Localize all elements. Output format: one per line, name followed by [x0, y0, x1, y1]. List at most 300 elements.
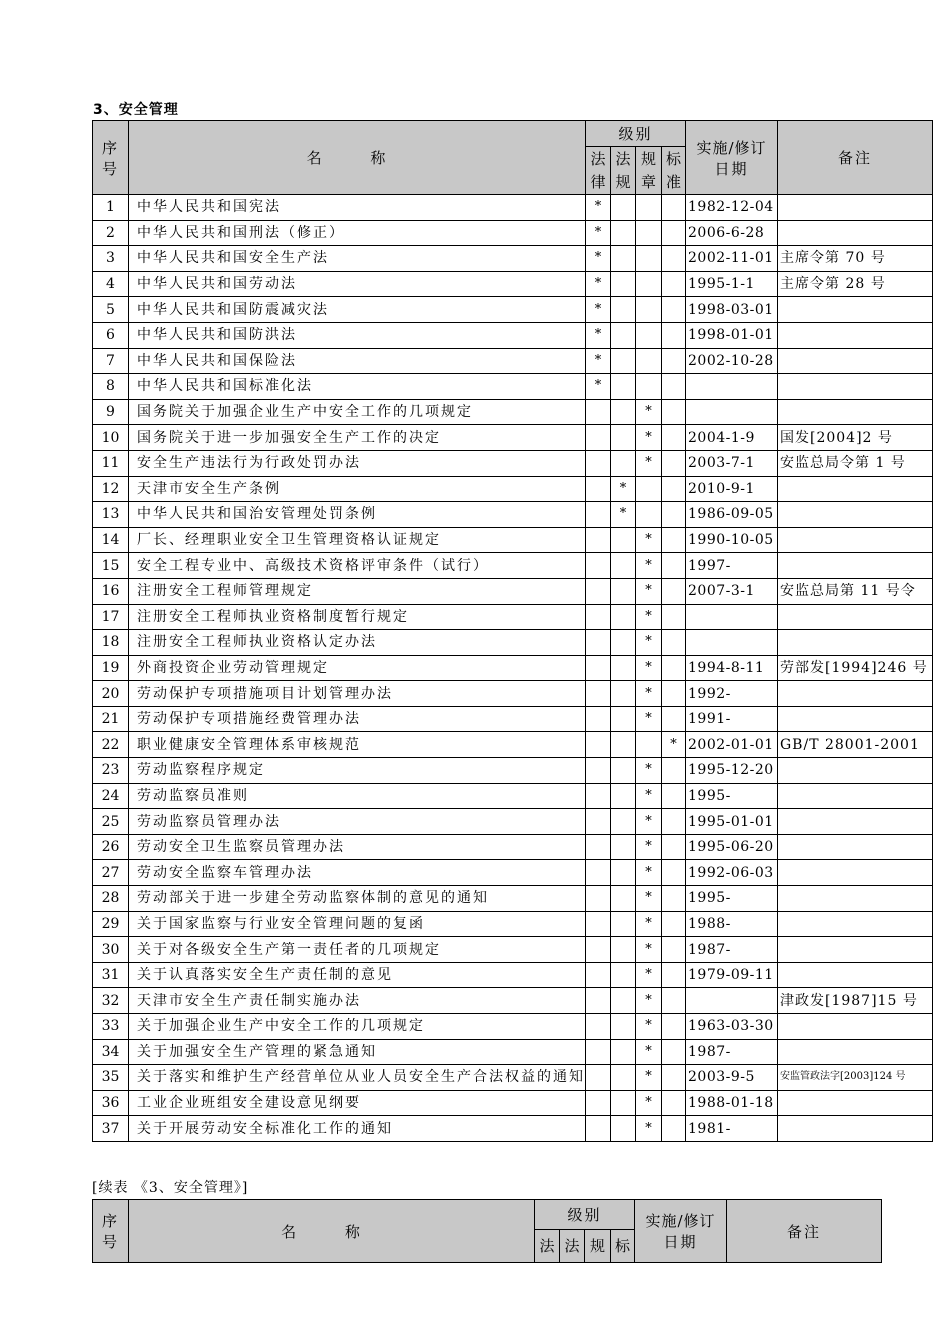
level-standard-cell	[662, 988, 686, 1014]
table-row	[93, 860, 933, 886]
header-date-line2: 日期	[714, 159, 749, 178]
row-date: 1995-06-20	[686, 834, 778, 860]
row-note	[778, 1090, 933, 1116]
row-date: 1988-	[686, 911, 778, 937]
level-rule-cell	[636, 195, 662, 221]
level-rule-cell: *	[636, 1039, 662, 1065]
row-number: 15	[93, 553, 129, 579]
header2-level-rule: 规	[585, 1230, 611, 1263]
header2-level-standard: 标	[611, 1230, 635, 1263]
level-law-cell	[586, 527, 611, 553]
row-date: 1995-	[686, 886, 778, 912]
header-seq-line1: 序	[101, 138, 119, 157]
level-law-cell	[586, 732, 611, 758]
level-standard-cell	[662, 246, 686, 272]
level-standard-cell	[662, 860, 686, 886]
row-number: 25	[93, 809, 129, 835]
row-number: 29	[93, 911, 129, 937]
level-regulation-cell	[611, 758, 636, 784]
row-number: 33	[93, 1014, 129, 1040]
header2-level-law: 法	[535, 1230, 560, 1263]
level-regulation-cell	[611, 1039, 636, 1065]
row-number: 11	[93, 450, 129, 476]
row-note	[778, 834, 933, 860]
row-date: 2002-01-01	[686, 732, 778, 758]
level-law-cell: *	[586, 246, 611, 272]
level-standard-cell	[662, 1014, 686, 1040]
level-rule-cell: *	[636, 834, 662, 860]
header-level-rule	[636, 147, 662, 195]
row-number: 27	[93, 860, 129, 886]
level-standard-cell	[662, 399, 686, 425]
row-number: 24	[93, 783, 129, 809]
level-law-cell	[586, 450, 611, 476]
row-note: 劳部发[1994]246 号	[778, 655, 933, 681]
row-note: 主席令第 28 号	[778, 271, 933, 297]
level-rule-cell: *	[636, 578, 662, 604]
table-row	[93, 527, 933, 553]
row-note	[778, 220, 933, 246]
header-seq-line2: 号	[101, 159, 119, 178]
level-standard-cell	[662, 681, 686, 707]
level-rule-cell: *	[636, 425, 662, 451]
row-date: 1995-12-20	[686, 758, 778, 784]
level-standard-cell	[662, 425, 686, 451]
row-note	[778, 911, 933, 937]
row-number: 28	[93, 886, 129, 912]
row-number: 16	[93, 578, 129, 604]
level-law-cell	[586, 681, 611, 707]
level-standard-cell	[662, 937, 686, 963]
level-regulation-cell	[611, 271, 636, 297]
level-regulation-cell	[611, 322, 636, 348]
level-standard-cell	[662, 1090, 686, 1116]
level-law-cell	[586, 630, 611, 656]
table-row	[93, 962, 933, 988]
level-standard-cell	[662, 578, 686, 604]
level-rule-cell	[636, 220, 662, 246]
header-level-standard	[662, 147, 686, 195]
row-date: 1995-01-01	[686, 809, 778, 835]
row-name: 天津市安全生产条例	[129, 476, 586, 502]
header-name: 名 称	[129, 121, 586, 195]
header2-note: 备注	[727, 1200, 882, 1263]
header2-date	[635, 1200, 727, 1263]
level-standard-cell: *	[662, 732, 686, 758]
level-standard-cell	[662, 195, 686, 221]
row-name: 中华人民共和国宪法	[129, 195, 586, 221]
level-rule-cell	[636, 476, 662, 502]
level-rule-cell	[636, 732, 662, 758]
table-row	[93, 399, 933, 425]
row-date	[686, 604, 778, 630]
level-rule-cell: *	[636, 962, 662, 988]
row-date: 1986-09-05	[686, 502, 778, 528]
level-law-cell	[586, 860, 611, 886]
level-standard-cell	[662, 809, 686, 835]
row-number: 5	[93, 297, 129, 323]
row-date: 1987-	[686, 1039, 778, 1065]
level-rule-cell: *	[636, 1014, 662, 1040]
row-name: 天津市安全生产责任制实施办法	[129, 988, 586, 1014]
row-note: 国发[2004]2 号	[778, 425, 933, 451]
level-regulation-cell	[611, 527, 636, 553]
header-level-law	[586, 147, 611, 195]
row-name: 外商投资企业劳动管理规定	[129, 655, 586, 681]
level-law-cell	[586, 962, 611, 988]
row-date	[686, 374, 778, 400]
table-row	[93, 450, 933, 476]
row-number: 23	[93, 758, 129, 784]
table-row	[93, 886, 933, 912]
level-standard-cell	[662, 886, 686, 912]
table-body	[93, 195, 933, 1142]
row-date: 1992-06-03	[686, 860, 778, 886]
table-row	[93, 937, 933, 963]
table-row	[93, 783, 933, 809]
header2-level-regulation: 法	[560, 1230, 585, 1263]
row-date: 1991-	[686, 706, 778, 732]
level-law-cell	[586, 1039, 611, 1065]
row-date: 2004-1-9	[686, 425, 778, 451]
level-law-cell	[586, 1090, 611, 1116]
row-date: 1988-01-18	[686, 1090, 778, 1116]
level-standard-cell	[662, 962, 686, 988]
level-law-cell	[586, 655, 611, 681]
regulations-table	[92, 120, 933, 1142]
level-regulation-cell	[611, 962, 636, 988]
level-law-cell	[586, 809, 611, 835]
level-standard-cell	[662, 655, 686, 681]
row-name: 劳动安全卫生监察员管理办法	[129, 834, 586, 860]
level-law-cell	[586, 578, 611, 604]
level-standard-cell	[662, 706, 686, 732]
level-standard-cell	[662, 1116, 686, 1142]
row-name: 劳动监察员准则	[129, 783, 586, 809]
level-law-cell	[586, 783, 611, 809]
level-standard-cell	[662, 271, 686, 297]
row-number: 14	[93, 527, 129, 553]
level-law-cell: *	[586, 374, 611, 400]
table-row	[93, 604, 933, 630]
header-note: 备注	[778, 121, 933, 195]
table-row	[93, 1065, 933, 1091]
table-row	[93, 195, 933, 221]
table-row	[93, 374, 933, 400]
table-header	[93, 121, 933, 195]
row-number: 9	[93, 399, 129, 425]
level-rule-cell: *	[636, 604, 662, 630]
row-note	[778, 1039, 933, 1065]
level-regulation-cell: *	[611, 476, 636, 502]
level-standard-cell	[662, 911, 686, 937]
table-row	[93, 297, 933, 323]
row-note	[778, 758, 933, 784]
row-note	[778, 809, 933, 835]
row-date: 2002-11-01	[686, 246, 778, 272]
level-regulation-cell	[611, 246, 636, 272]
level-rule-cell	[636, 502, 662, 528]
row-note: 安监总局第 11 号令	[778, 578, 933, 604]
level-law-cell	[586, 1116, 611, 1142]
row-date	[686, 399, 778, 425]
header2-date-line1: 实施/修订	[645, 1212, 716, 1230]
level-rule-cell: *	[636, 399, 662, 425]
level-regulation-cell	[611, 553, 636, 579]
level-standard-cell	[662, 476, 686, 502]
level-rule-cell: *	[636, 758, 662, 784]
row-note	[778, 348, 933, 374]
level-regulation-cell	[611, 706, 636, 732]
row-note	[778, 502, 933, 528]
level-law-cell	[586, 988, 611, 1014]
row-number: 26	[93, 834, 129, 860]
level-rule-cell: *	[636, 886, 662, 912]
row-note	[778, 783, 933, 809]
row-note	[778, 553, 933, 579]
table-row	[93, 502, 933, 528]
level-regulation-cell	[611, 937, 636, 963]
level-regulation-cell	[611, 1065, 636, 1091]
row-name: 劳动安全监察车管理办法	[129, 860, 586, 886]
level-rule-cell: *	[636, 630, 662, 656]
row-number: 12	[93, 476, 129, 502]
level-rule-cell: *	[636, 1090, 662, 1116]
row-number: 3	[93, 246, 129, 272]
row-note	[778, 399, 933, 425]
level-standard-cell	[662, 604, 686, 630]
level-law-cell	[586, 502, 611, 528]
row-number: 17	[93, 604, 129, 630]
table-row	[93, 425, 933, 451]
level-regulation-cell	[611, 425, 636, 451]
level-law-cell	[586, 399, 611, 425]
level-regulation-cell	[611, 399, 636, 425]
row-name: 中华人民共和国标准化法	[129, 374, 586, 400]
row-date	[686, 630, 778, 656]
level-regulation-cell	[611, 604, 636, 630]
level-regulation-cell	[611, 655, 636, 681]
level-rule-cell	[636, 271, 662, 297]
level-regulation-cell	[611, 911, 636, 937]
table-row	[93, 476, 933, 502]
row-name: 厂长、经理职业安全卫生管理资格认证规定	[129, 527, 586, 553]
level-regulation-cell	[611, 348, 636, 374]
level-law-cell	[586, 553, 611, 579]
row-note: GB/T 28001-2001	[778, 732, 933, 758]
continuation-title: [续表 《3、安全管理》]	[92, 1180, 249, 1196]
level-rule-cell: *	[636, 681, 662, 707]
level-regulation-cell	[611, 1014, 636, 1040]
continuation-table	[92, 1199, 882, 1263]
level-standard-cell	[662, 322, 686, 348]
row-note	[778, 937, 933, 963]
table-row	[93, 834, 933, 860]
level-regulation-cell	[611, 1116, 636, 1142]
row-note	[778, 297, 933, 323]
table-row	[93, 809, 933, 835]
table-row	[93, 681, 933, 707]
header-date	[686, 121, 778, 195]
table-row	[93, 322, 933, 348]
row-date	[686, 988, 778, 1014]
header2-seq-line2: 号	[101, 1233, 119, 1251]
level-standard-cell	[662, 783, 686, 809]
level-law-cell: *	[586, 195, 611, 221]
level-law-cell	[586, 706, 611, 732]
level-law-cell: *	[586, 322, 611, 348]
level-law-cell	[586, 834, 611, 860]
row-name: 中华人民共和国防洪法	[129, 322, 586, 348]
row-number: 32	[93, 988, 129, 1014]
header-date-line1: 实施/修订	[696, 138, 767, 157]
row-name: 工业企业班组安全建设意见纲要	[129, 1090, 586, 1116]
level-rule-cell: *	[636, 450, 662, 476]
level-standard-cell	[662, 348, 686, 374]
level-standard-cell	[662, 834, 686, 860]
level-rule-cell: *	[636, 1116, 662, 1142]
header2-date-line2: 日期	[663, 1233, 698, 1251]
level-law-cell: *	[586, 220, 611, 246]
row-name: 中华人民共和国安全生产法	[129, 246, 586, 272]
row-name: 国务院关于加强企业生产中安全工作的几项规定	[129, 399, 586, 425]
row-name: 国务院关于进一步加强安全生产工作的决定	[129, 425, 586, 451]
row-date: 1990-10-05	[686, 527, 778, 553]
level-law-cell	[586, 1065, 611, 1091]
row-name: 劳动监察员管理办法	[129, 809, 586, 835]
row-name: 注册安全工程师执业资格制度暂行规定	[129, 604, 586, 630]
level-regulation-cell	[611, 195, 636, 221]
level-regulation-cell: *	[611, 502, 636, 528]
row-name: 关于认真落实安全生产责任制的意见	[129, 962, 586, 988]
level-rule-cell: *	[636, 527, 662, 553]
row-note	[778, 1014, 933, 1040]
row-note	[778, 374, 933, 400]
table-row	[93, 758, 933, 784]
header2-name: 名 称	[129, 1200, 535, 1263]
row-number: 35	[93, 1065, 129, 1091]
row-note	[778, 706, 933, 732]
row-number: 22	[93, 732, 129, 758]
level-regulation-cell	[611, 220, 636, 246]
header-level-regulation	[611, 147, 636, 195]
level-regulation-cell	[611, 886, 636, 912]
level-rule-cell: *	[636, 1065, 662, 1091]
level-rule-cell: *	[636, 783, 662, 809]
row-date: 1992-	[686, 681, 778, 707]
row-date: 2007-3-1	[686, 578, 778, 604]
level-regulation-cell	[611, 783, 636, 809]
table-row	[93, 271, 933, 297]
row-name: 劳动监察程序规定	[129, 758, 586, 784]
continuation-header	[93, 1200, 882, 1263]
row-name: 关于加强企业生产中安全工作的几项规定	[129, 1014, 586, 1040]
level-law-cell	[586, 476, 611, 502]
level-rule-cell: *	[636, 937, 662, 963]
header2-seq-line1: 序	[101, 1212, 119, 1230]
row-date: 1982-12-04	[686, 195, 778, 221]
row-number: 20	[93, 681, 129, 707]
level-regulation-cell	[611, 681, 636, 707]
table-row	[93, 732, 933, 758]
row-number: 8	[93, 374, 129, 400]
row-note	[778, 962, 933, 988]
row-number: 34	[93, 1039, 129, 1065]
row-date: 1998-01-01	[686, 322, 778, 348]
level-regulation-cell	[611, 374, 636, 400]
row-number: 7	[93, 348, 129, 374]
level-regulation-cell	[611, 1090, 636, 1116]
table-row	[93, 1014, 933, 1040]
level-rule-cell: *	[636, 911, 662, 937]
level-rule-cell: *	[636, 860, 662, 886]
row-date: 1987-	[686, 937, 778, 963]
row-date: 1979-09-11	[686, 962, 778, 988]
row-number: 31	[93, 962, 129, 988]
header2-seq	[93, 1200, 129, 1263]
row-date: 2002-10-28	[686, 348, 778, 374]
row-name: 中华人民共和国保险法	[129, 348, 586, 374]
level-law-cell: *	[586, 297, 611, 323]
row-note	[778, 195, 933, 221]
row-number: 2	[93, 220, 129, 246]
row-number: 6	[93, 322, 129, 348]
row-name: 中华人民共和国治安管理处罚条例	[129, 502, 586, 528]
table-row	[93, 988, 933, 1014]
level-rule-cell	[636, 322, 662, 348]
row-note	[778, 476, 933, 502]
row-name: 注册安全工程师执业资格认定办法	[129, 630, 586, 656]
level-rule-cell: *	[636, 655, 662, 681]
header2-level: 级别	[535, 1200, 635, 1230]
level-law-cell	[586, 1014, 611, 1040]
level-law-cell: *	[586, 271, 611, 297]
row-date: 1998-03-01	[686, 297, 778, 323]
row-name: 关于落实和维护生产经营单位从业人员安全生产合法权益的通知	[129, 1065, 586, 1091]
level-law-cell	[586, 911, 611, 937]
table-row	[93, 1039, 933, 1065]
row-name: 职业健康安全管理体系审核规范	[129, 732, 586, 758]
level-regulation-cell	[611, 809, 636, 835]
level-standard-cell	[662, 297, 686, 323]
header-level-rule-label: 规章	[641, 149, 657, 191]
row-name: 中华人民共和国刑法（修正）	[129, 220, 586, 246]
level-rule-cell	[636, 246, 662, 272]
table-row	[93, 348, 933, 374]
row-name: 关于开展劳动安全标准化工作的通知	[129, 1116, 586, 1142]
level-standard-cell	[662, 527, 686, 553]
level-law-cell	[586, 886, 611, 912]
row-date: 1994-8-11	[686, 655, 778, 681]
row-note	[778, 1116, 933, 1142]
row-number: 10	[93, 425, 129, 451]
row-number: 37	[93, 1116, 129, 1142]
row-name: 安全生产违法行为行政处罚办法	[129, 450, 586, 476]
header-level-regulation-label: 法规	[615, 149, 631, 191]
row-number: 1	[93, 195, 129, 221]
level-rule-cell	[636, 374, 662, 400]
row-number: 13	[93, 502, 129, 528]
level-regulation-cell	[611, 860, 636, 886]
row-date: 2006-6-28	[686, 220, 778, 246]
row-number: 4	[93, 271, 129, 297]
level-regulation-cell	[611, 732, 636, 758]
row-number: 36	[93, 1090, 129, 1116]
level-standard-cell	[662, 374, 686, 400]
level-standard-cell	[662, 220, 686, 246]
level-law-cell	[586, 604, 611, 630]
table-row	[93, 578, 933, 604]
